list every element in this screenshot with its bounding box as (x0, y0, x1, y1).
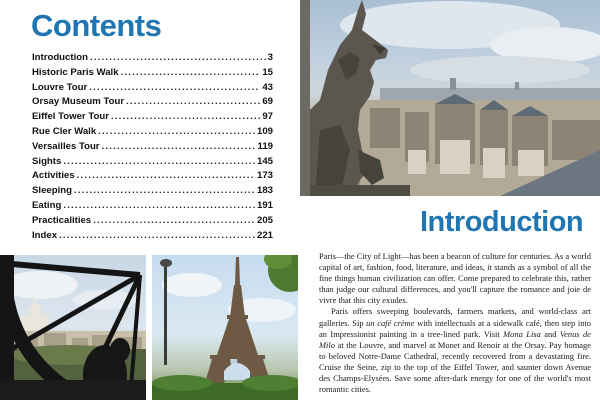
toc-entry-page-number: 43 (262, 81, 273, 93)
photo-notre-dame-chimera (300, 0, 600, 196)
toc-dot-leader (98, 126, 255, 137)
toc-entry-label: Activities (32, 170, 75, 182)
toc-entry-label: Index (32, 229, 58, 241)
toc-entry[interactable] (32, 215, 273, 230)
toc-entry-label: Eiffel Tower Tour (32, 111, 109, 123)
toc-entry-label: Orsay Museum Tour (32, 96, 125, 108)
toc-entry[interactable] (32, 230, 273, 245)
toc-dot-leader (63, 156, 255, 167)
toc-entry-page-number: 109 (256, 125, 273, 137)
text-run: and (540, 328, 560, 339)
toc-dot-leader (102, 141, 256, 152)
toc-dot-leader (126, 96, 260, 107)
italic-phrase: un café crème (366, 317, 415, 328)
contents-page (0, 0, 298, 400)
toc-entry[interactable] (32, 170, 273, 185)
introduction-body (319, 251, 591, 395)
italic-phrase: Venus de Milo (319, 328, 591, 350)
toc-entry-page-number: 173 (256, 170, 273, 182)
toc-entry-label: Louvre Tour (32, 81, 88, 93)
toc-entry-page-number: 97 (262, 111, 273, 123)
introduction-paragraph (319, 251, 591, 306)
toc-dot-leader (111, 111, 260, 122)
toc-entry-label: Sights (32, 155, 62, 167)
toc-dot-leader (121, 67, 261, 78)
toc-entry[interactable] (32, 126, 273, 141)
toc-entry-page-number: 221 (256, 229, 273, 241)
toc-entry-page-number: 205 (256, 214, 273, 226)
toc-dot-leader (74, 185, 255, 196)
toc-entry[interactable] (32, 141, 273, 156)
toc-dot-leader (90, 52, 266, 63)
text-run: Paris offers sweeping boulevards, farmers markets, and world-class art galleries. Sip (319, 306, 591, 328)
toc-entry[interactable] (32, 82, 273, 97)
toc-dot-leader (59, 230, 255, 241)
toc-entry[interactable] (32, 96, 273, 111)
toc-entry[interactable] (32, 156, 273, 171)
toc-entry-label: Introduction (32, 52, 88, 63)
toc-entry-page-number: 3 (267, 52, 273, 63)
toc-entry-page-number: 119 (257, 140, 273, 152)
toc-entry-label: Rue Cler Walk (32, 125, 97, 137)
toc-entry[interactable] (32, 111, 273, 126)
toc-entry-label: Eating (32, 199, 62, 211)
introduction-page (300, 0, 600, 400)
text-run: at the Louvre, and marvel at Monet and Renoir at the Orsay. Pay homage to beloved Notre-Dame Cathedral, recently recovered from a devastating fire. Cruise the Seine, zip to the top of the Eiffel Tower, and saunter down Avenue des Champs-Elysées. Save some after-dark energy for one of the world's most romantic cities. (319, 339, 591, 395)
toc-dot-leader (89, 82, 260, 93)
toc-entry-page-number: 69 (262, 96, 273, 108)
toc-dot-leader (77, 170, 255, 181)
text-run: with intellectuals at a sidewalk café, then step into an Impressionist painting in a tree-lined park. Visit (319, 317, 591, 339)
toc-entry-label: Sleeping (32, 185, 72, 197)
photo-eiffel-tower (152, 255, 298, 400)
text-run: Paris—the City of Light—has been a beacon of culture for centuries. As a world capital of art, fashion, food, literature, and ideas, it stands as a symbol of all the fine things human civilization can offer. Come prepared to celebrate this, rather than judge our cultural differences, and you'll capture the romance and joie de vivre that this city exudes. (319, 251, 591, 306)
toc-entry-page-number: 15 (262, 66, 273, 78)
toc-dot-leader (63, 200, 255, 211)
toc-entry-label: Historic Paris Walk (32, 66, 119, 78)
photo-ferris-wheel-sacre-coeur (0, 255, 146, 400)
table-of-contents (32, 52, 273, 244)
toc-entry[interactable] (32, 67, 273, 82)
toc-entry-page-number: 191 (256, 199, 273, 211)
toc-entry[interactable] (32, 185, 273, 200)
introduction-title: Introduction (420, 206, 584, 238)
introduction-paragraph (319, 306, 591, 395)
toc-entry[interactable] (32, 52, 273, 67)
toc-entry-label: Practicalities (32, 214, 92, 226)
contents-title: Contents (31, 8, 162, 43)
toc-entry-page-number: 183 (256, 185, 273, 197)
toc-dot-leader (93, 215, 255, 226)
toc-entry-label: Versailles Tour (32, 140, 100, 152)
toc-entry-page-number: 145 (256, 155, 273, 167)
italic-phrase: Mona Lisa (503, 328, 541, 339)
toc-entry[interactable] (32, 200, 273, 215)
